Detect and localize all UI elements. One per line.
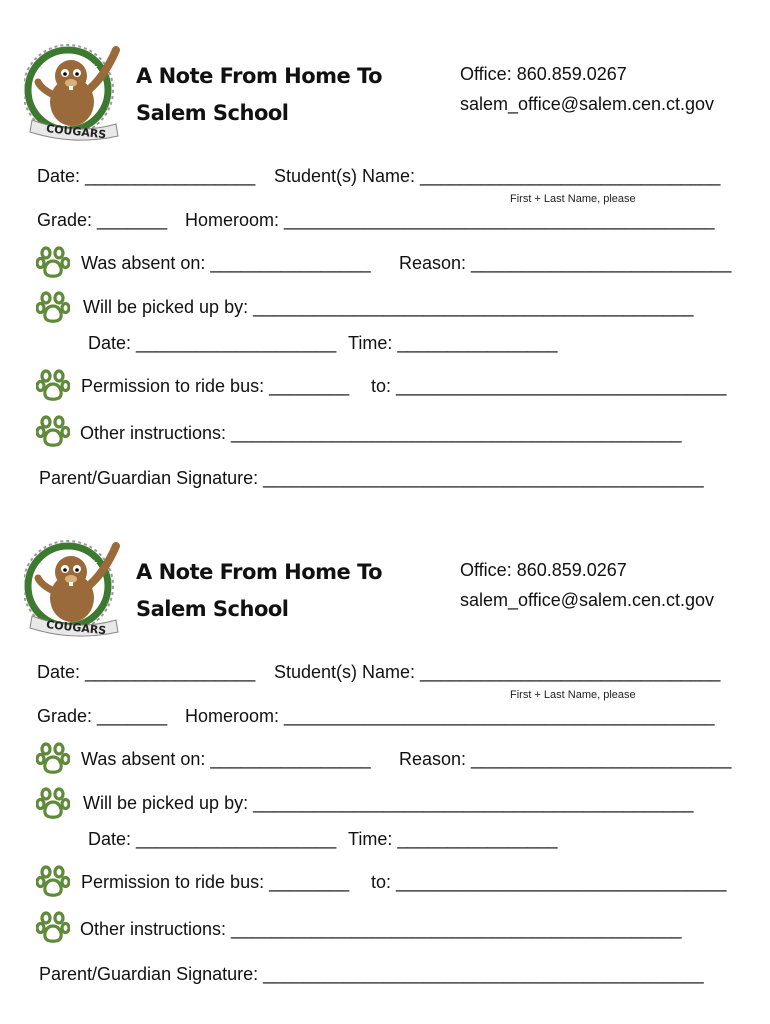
note-form-2 xyxy=(0,496,770,996)
pickup-time-field[interactable]: Time: ________________ xyxy=(348,829,558,849)
paw-print-icon xyxy=(36,911,70,943)
office-email: salem_office@salem.cen.ct.gov xyxy=(460,94,715,114)
paw-print-icon xyxy=(36,787,70,819)
svg-text:COUGARS: COUGARS xyxy=(45,618,107,638)
student-name-field[interactable]: Student(s) Name: ______________________________ xyxy=(274,166,721,186)
other-instructions-field[interactable]: Other instructions: _____________________________________________ xyxy=(80,919,682,939)
date-field[interactable]: Date: _________________ xyxy=(37,662,256,682)
bus-permission-field[interactable]: Permission to ride bus: ________ xyxy=(81,376,350,396)
office-email: salem_office@salem.cen.ct.gov xyxy=(460,590,715,610)
absent-on-field[interactable]: Was absent on: ________________ xyxy=(81,749,371,769)
bus-destination-field[interactable]: to: _________________________________ xyxy=(371,872,727,892)
form-title-line1: A Note From Home To xyxy=(136,560,383,584)
paw-print-icon xyxy=(36,742,70,774)
office-phone: Office: 860.859.0267 xyxy=(460,560,627,580)
grade-field[interactable]: Grade: _______ xyxy=(37,210,168,230)
paw-print-icon xyxy=(36,369,70,401)
homeroom-field[interactable]: Homeroom: ___________________________________________ xyxy=(185,210,715,230)
other-instructions-field[interactable]: Other instructions: _____________________________________________ xyxy=(80,423,682,443)
absent-on-field[interactable]: Was absent on: ________________ xyxy=(81,253,371,273)
form-title-line2: Salem School xyxy=(136,101,289,125)
svg-text:★: ★ xyxy=(40,562,49,572)
pickup-date-field[interactable]: Date: ____________________ xyxy=(88,333,337,353)
note-form-1 xyxy=(0,0,770,500)
paw-print-icon xyxy=(36,865,70,897)
pickup-date-field[interactable]: Date: ____________________ xyxy=(88,829,337,849)
student-name-hint: First + Last Name, please xyxy=(510,193,636,205)
pickup-time-field[interactable]: Time: ________________ xyxy=(348,333,558,353)
signature-field[interactable]: Parent/Guardian Signature: ____________________________________________ xyxy=(39,468,704,488)
grade-field[interactable]: Grade: _______ xyxy=(37,706,168,726)
picked-up-by-field[interactable]: Will be picked up by: ____________________________________________ xyxy=(83,793,694,813)
student-name-field[interactable]: Student(s) Name: ______________________________ xyxy=(274,662,721,682)
svg-text:★: ★ xyxy=(40,66,49,76)
paw-print-icon xyxy=(36,246,70,278)
signature-field[interactable]: Parent/Guardian Signature: ____________________________________________ xyxy=(39,964,704,984)
paw-print-icon xyxy=(36,291,70,323)
date-field[interactable]: Date: _________________ xyxy=(37,166,256,186)
picked-up-by-field[interactable]: Will be picked up by: ____________________________________________ xyxy=(83,297,694,317)
form-title-line1: A Note From Home To xyxy=(136,64,383,88)
office-phone: Office: 860.859.0267 xyxy=(460,64,627,84)
bus-destination-field[interactable]: to: _________________________________ xyxy=(371,376,727,396)
reason-field[interactable]: Reason: __________________________ xyxy=(399,749,732,769)
homeroom-field[interactable]: Homeroom: ___________________________________________ xyxy=(185,706,715,726)
svg-text:★: ★ xyxy=(90,62,99,72)
cougar-mascot-logo xyxy=(24,40,130,144)
paw-print-icon xyxy=(36,415,70,447)
bus-permission-field[interactable]: Permission to ride bus: ________ xyxy=(81,872,350,892)
svg-text:★: ★ xyxy=(90,558,99,568)
form-title-line2: Salem School xyxy=(136,597,289,621)
cougar-mascot-logo xyxy=(24,536,130,640)
student-name-hint: First + Last Name, please xyxy=(510,689,636,701)
reason-field[interactable]: Reason: __________________________ xyxy=(399,253,732,273)
svg-text:COUGARS: COUGARS xyxy=(45,122,107,142)
